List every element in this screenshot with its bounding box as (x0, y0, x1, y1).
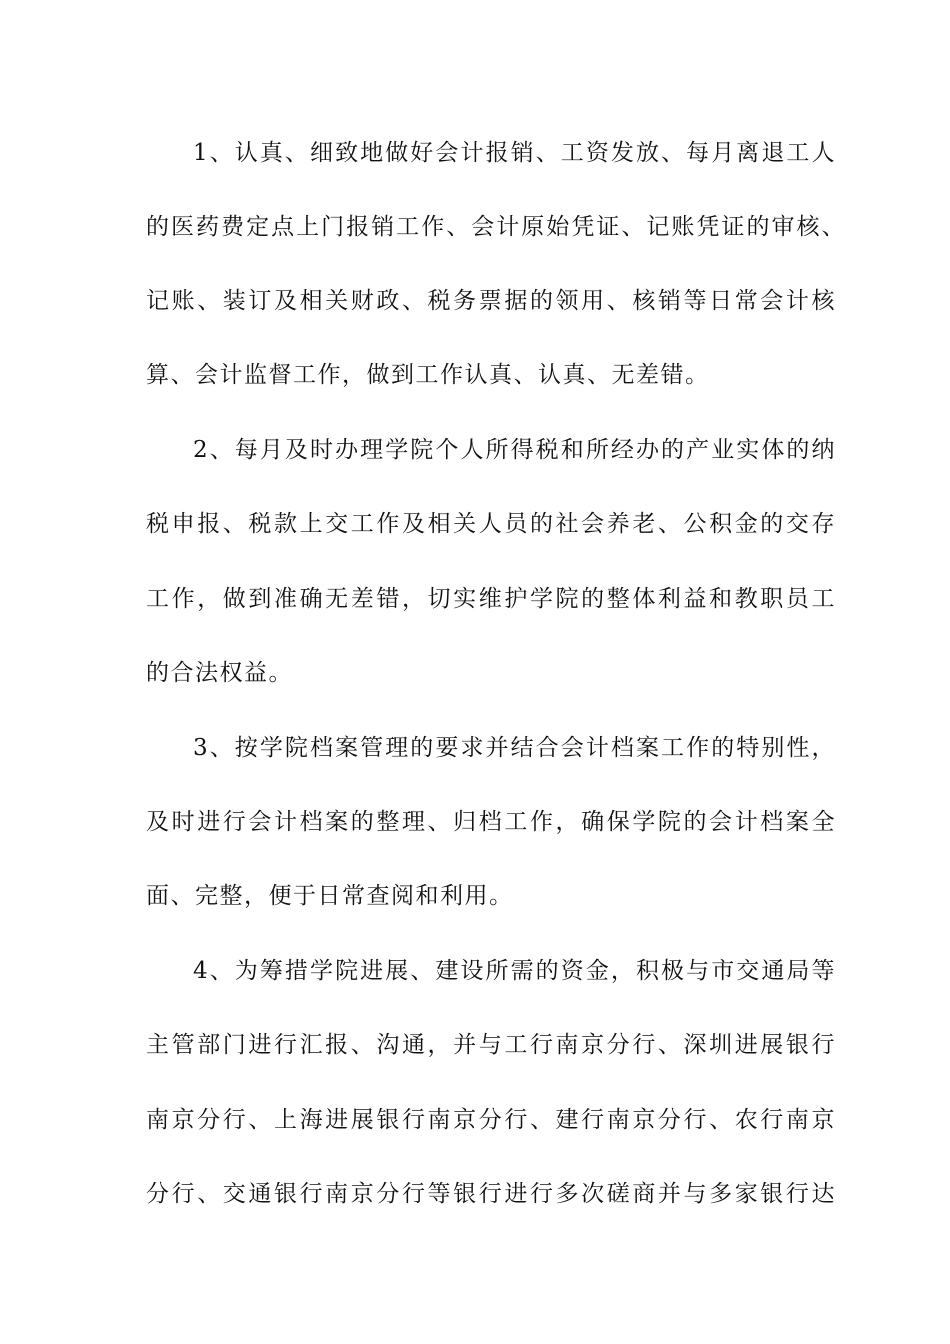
paragraph-3-line-1: 3、按学院档案管理的要求并结合会计档案工作的特别性， (193, 735, 836, 761)
paragraph-4-line-3: 南京分行、上海进展银行南京分行、建行南京分行、农行南京 (146, 1107, 836, 1133)
paragraph-1-line-2: 的医药费定点上门报销工作、会计原始凭证、记账凭证的审核、 (146, 214, 846, 240)
paragraph-2-line-3: 工作，做到准确无差错，切实维护学院的整体利益和教职员工 (146, 586, 836, 612)
paragraph-4-line-4: 分行、交通银行南京分行等银行进行多次磋商并与多家银行达 (146, 1181, 836, 1207)
paragraph-2-line-2: 税申报、税款上交工作及相关人员的社会养老、公积金的交存 (146, 511, 836, 537)
paragraph-1-line-3: 记账、装订及相关财政、税务票据的领用、核销等日常会计核 (146, 288, 836, 314)
paragraph-2-line-1: 2、每月及时办理学院个人所得税和所经办的产业实体的纳 (193, 437, 836, 463)
paragraph-1-line-4: 算、会计监督工作，做到工作认真、认真、无差错。 (146, 362, 710, 388)
paragraph-3-line-3: 面、完整，便于日常查阅和利用。 (146, 883, 514, 909)
paragraph-4-line-2: 主管部门进行汇报、沟通，并与工行南京分行、深圳进展银行 (146, 1032, 836, 1058)
paragraph-2-line-4: 的合法权益。 (146, 660, 293, 686)
paragraph-1-line-1: 1、认真、细致地做好会计报销、工资发放、每月离退工人 (193, 140, 836, 166)
paragraph-3-line-2: 及时进行会计档案的整理、归档工作，确保学院的会计档案全 (146, 809, 836, 835)
paragraph-4-line-1: 4、为筹措学院进展、建设所需的资金，积极与市交通局等 (193, 958, 836, 984)
